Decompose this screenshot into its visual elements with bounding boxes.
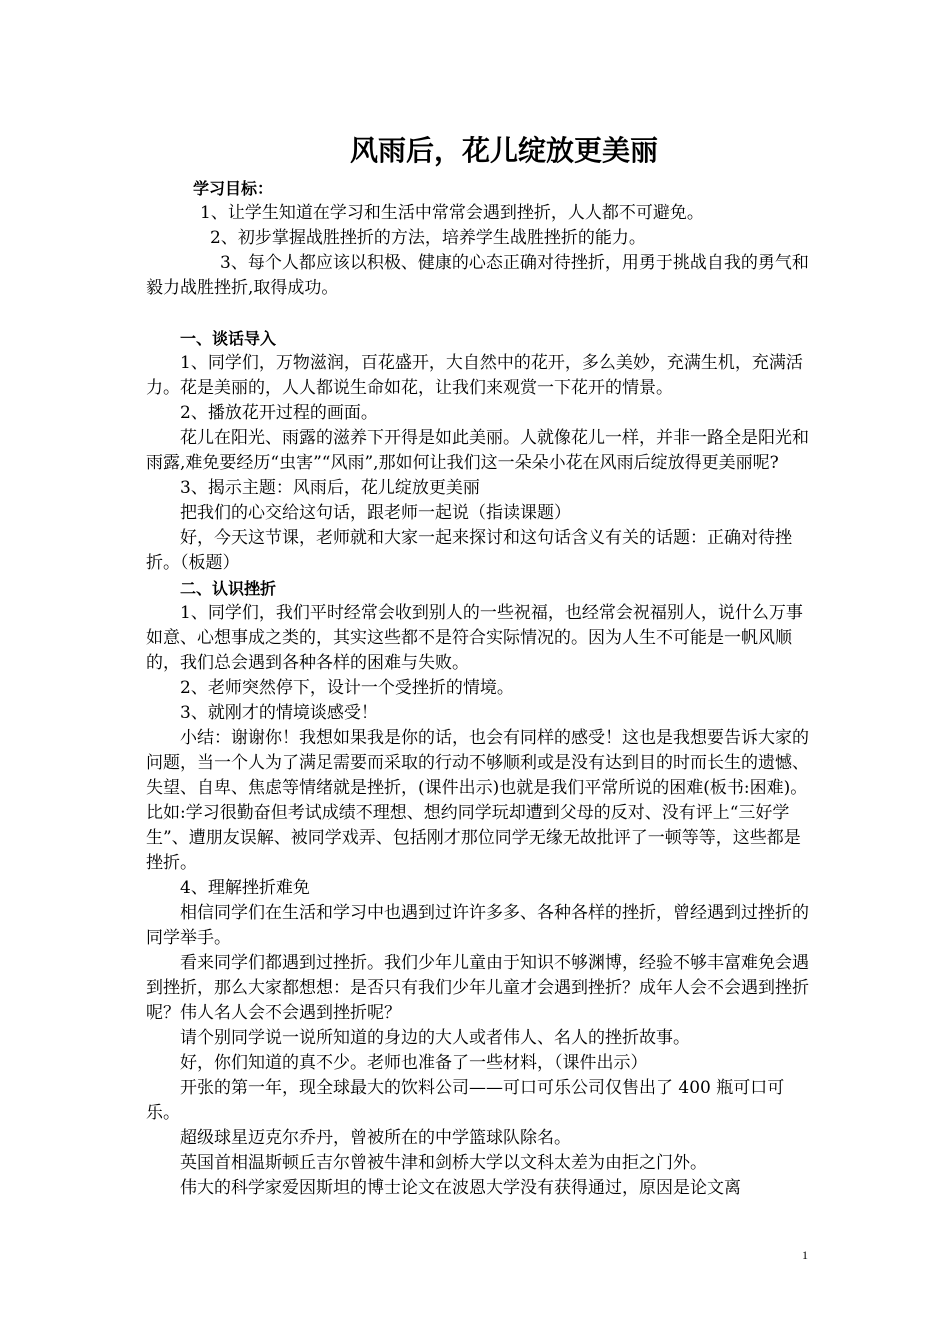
paragraph: 英国首相温斯顿丘吉尔曾被牛津和剑桥大学以文科太差为由拒之门外。	[180, 1153, 707, 1173]
paragraph: 好，今天这节课，老师就和大家一起来探讨和这句话含义有关的话题：正确对待挫折。（板题）	[146, 528, 792, 573]
paragraph: 3、揭示主题：风雨后，花儿绽放更美丽	[180, 478, 480, 498]
spacer	[146, 301, 810, 326]
objective-item: 1、让学生知道在学习和生活中常常会遇到挫折，人人都不可避免。	[200, 203, 704, 223]
paragraph: 请个别同学说一说所知道的身边的大人或者伟人、名人的挫折故事。	[180, 1028, 690, 1048]
paragraph: 1、同学们，我们平时经常会收到别人的一些祝福，也经常会祝福别人，说什么万事如意、心想事成之类的，其实这些都不是符合实际情况的。因为人生不可能是一帆风顺的，我们总会遇到各种各样的困难与失败。	[146, 603, 803, 673]
paragraph: 看来同学们都遇到过挫折。我们少年儿童由于知识不够渊博，经验不够丰富难免会遇到挫折，那么大家都想想：是否只有我们少年儿童才会遇到挫折？成年人会不会遇到挫折呢？伟人名人会不会遇到挫折呢？	[146, 953, 809, 1023]
section-heading: 一、谈话导入	[180, 329, 277, 348]
paragraph: 开张的第一年，现全球最大的饮料公司——可口可乐公司仅售出了 400 瓶可口可乐。	[146, 1078, 785, 1123]
paragraph: 好，你们知道的真不少。老师也准备了一些材料，（课件出示）	[180, 1053, 648, 1073]
paragraph: 1、同学们，万物滋润，百花盛开，大自然中的花开，多么美妙，充满生机，充满活力。花是美丽的，人人都说生命如花，让我们来观赏一下花开的情景。	[146, 353, 803, 398]
objectives-heading: 学习目标：	[193, 179, 274, 198]
objective-item: 3、每个人都应该以积极、健康的心态正确对待挫折，用勇于挑战自我的勇气和毅力战胜挫折,取得成功。	[146, 253, 809, 298]
objective-item: 2、初步掌握战胜挫折的方法，培养学生战胜挫折的能力。	[210, 228, 646, 248]
paragraph: 小结：谢谢你！我想如果我是你的话，也会有同样的感受！这也是我想要告诉大家的问题，当一个人为了满足需要而采取的行动不够顺利或是没有达到目的时而长生的遗憾、失望、自卑、焦虑等情绪就是挫折，(课件出示)也就是我们平常所说的困难(板书:困难)。比如:学习很勤奋但考试成绩不理想、想约同学玩却遭到父母的反对、没有评上“三好学生”、遭朋友误解、被同学戏弄、包括刚才那位同学无缘无故批评了一顿等等，这些都是挫折。	[146, 728, 809, 873]
paragraph: 4、理解挫折难免	[180, 878, 310, 898]
document-body	[146, 176, 810, 1201]
page-number: 1	[802, 1248, 808, 1262]
paragraph: 伟大的科学家爱因斯坦的博士论文在波恩大学没有获得通过，原因是论文离	[180, 1178, 741, 1198]
paragraph: 花儿在阳光、雨露的滋养下开得是如此美丽。人就像花儿一样，并非一路全是阳光和雨露,难免要经历“虫害”“风雨”,那如何让我们这一朵朵小花在风雨后绽放得更美丽呢?	[146, 428, 809, 473]
page-title: 风雨后，花儿绽放更美丽	[349, 134, 658, 167]
paragraph: 3、就刚才的情境谈感受！	[180, 703, 378, 723]
paragraph: 2、播放花开过程的画面。	[180, 403, 378, 423]
paragraph: 相信同学们在生活和学习中也遇到过许许多多、各种各样的挫折，曾经遇到过挫折的同学举手。	[146, 903, 809, 948]
section-heading: 二、认识挫折	[180, 579, 277, 598]
paragraph: 把我们的心交给这句话，跟老师一起说（指读课题）	[180, 503, 571, 523]
paragraph: 2、老师突然停下，设计一个受挫折的情境。	[180, 678, 514, 698]
paragraph: 超级球星迈克尔乔丹，曾被所在的中学篮球队除名。	[180, 1128, 571, 1148]
